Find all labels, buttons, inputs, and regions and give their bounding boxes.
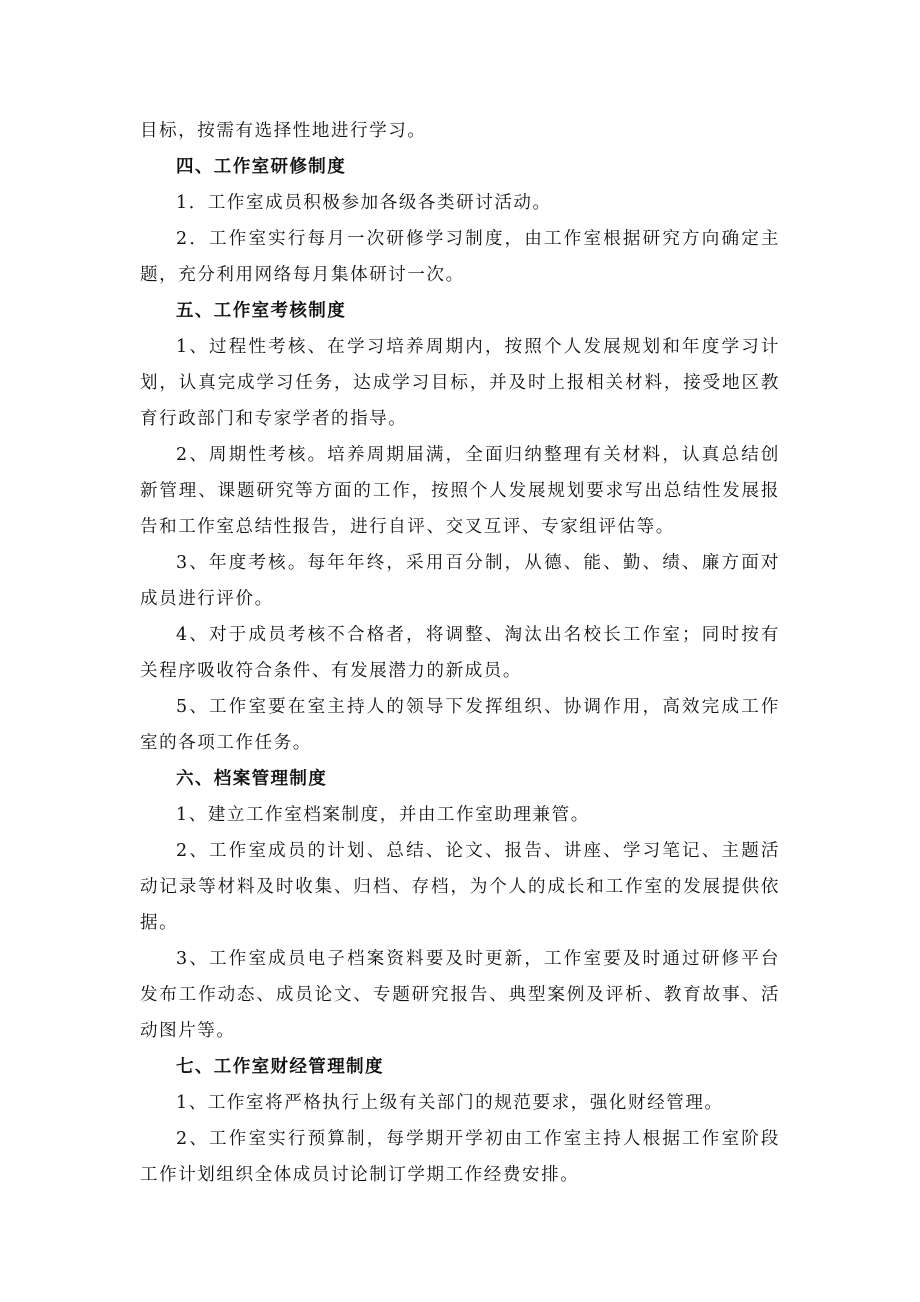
paragraph-continuation: 目标，按需有选择性地进行学习。 bbox=[140, 121, 427, 141]
paragraph-4-2: 2．工作室实行每月一次研修学习制度，由工作室根据研究方向确定主题，充分利用网络每月集体研讨一次。 bbox=[140, 229, 780, 285]
paragraph-6-1: 1、建立工作室档案制度，并由工作室助理兼管。 bbox=[176, 805, 590, 825]
paragraph-5-2: 2、周期性考核。培养周期届满，全面归纳整理有关材料，认真总结创新管理、课题研究等方面的工作，按照个人发展规划要求写出总结性发展报告和工作室总结性报告，进行自评、交叉互评、专家组评估等。 bbox=[140, 445, 780, 537]
paragraph-6-2: 2、工作室成员的计划、总结、论文、报告、讲座、学习笔记、主题活动记录等材料及时收集、归档、存档，为个人的成长和工作室的发展提供依据。 bbox=[140, 841, 780, 933]
paragraph-5-3: 3、年度考核。每年年终，采用百分制，从德、能、勤、绩、廉方面对成员进行评价。 bbox=[140, 553, 780, 609]
paragraph-4-1: 1．工作室成员积极参加各级各类研讨活动。 bbox=[176, 193, 552, 213]
paragraph-5-1: 1、过程性考核、在学习培养周期内，按照个人发展规划和年度学习计划，认真完成学习任务，达成学习目标，并及时上报相关材料，接受地区教育行政部门和专家学者的指导。 bbox=[140, 337, 780, 429]
paragraph-7-1: 1、工作室将严格执行上级有关部门的规范要求，强化财经管理。 bbox=[176, 1093, 724, 1113]
section-heading-4: 四、工作室研修制度 bbox=[176, 157, 347, 177]
document-body bbox=[140, 113, 780, 1193]
paragraph-6-3: 3、工作室成员电子档案资料要及时更新，工作室要及时通过研修平台发布工作动态、成员论文、专题研究报告、典型案例及评析、教育故事、活动图片等。 bbox=[140, 949, 780, 1041]
paragraph-5-4: 4、对于成员考核不合格者，将调整、淘汰出名校长工作室；同时按有关程序吸收符合条件、有发展潜力的新成员。 bbox=[140, 625, 780, 681]
paragraph-7-2: 2、工作室实行预算制，每学期开学初由工作室主持人根据工作室阶段工作计划组织全体成员讨论制订学期工作经费安排。 bbox=[140, 1129, 780, 1185]
section-heading-6: 六、档案管理制度 bbox=[176, 769, 328, 789]
section-heading-7: 七、工作室财经管理制度 bbox=[176, 1057, 384, 1077]
paragraph-5-5: 5、工作室要在室主持人的领导下发挥组织、协调作用，高效完成工作室的各项工作任务。 bbox=[140, 697, 780, 753]
section-heading-5: 五、工作室考核制度 bbox=[176, 301, 347, 321]
